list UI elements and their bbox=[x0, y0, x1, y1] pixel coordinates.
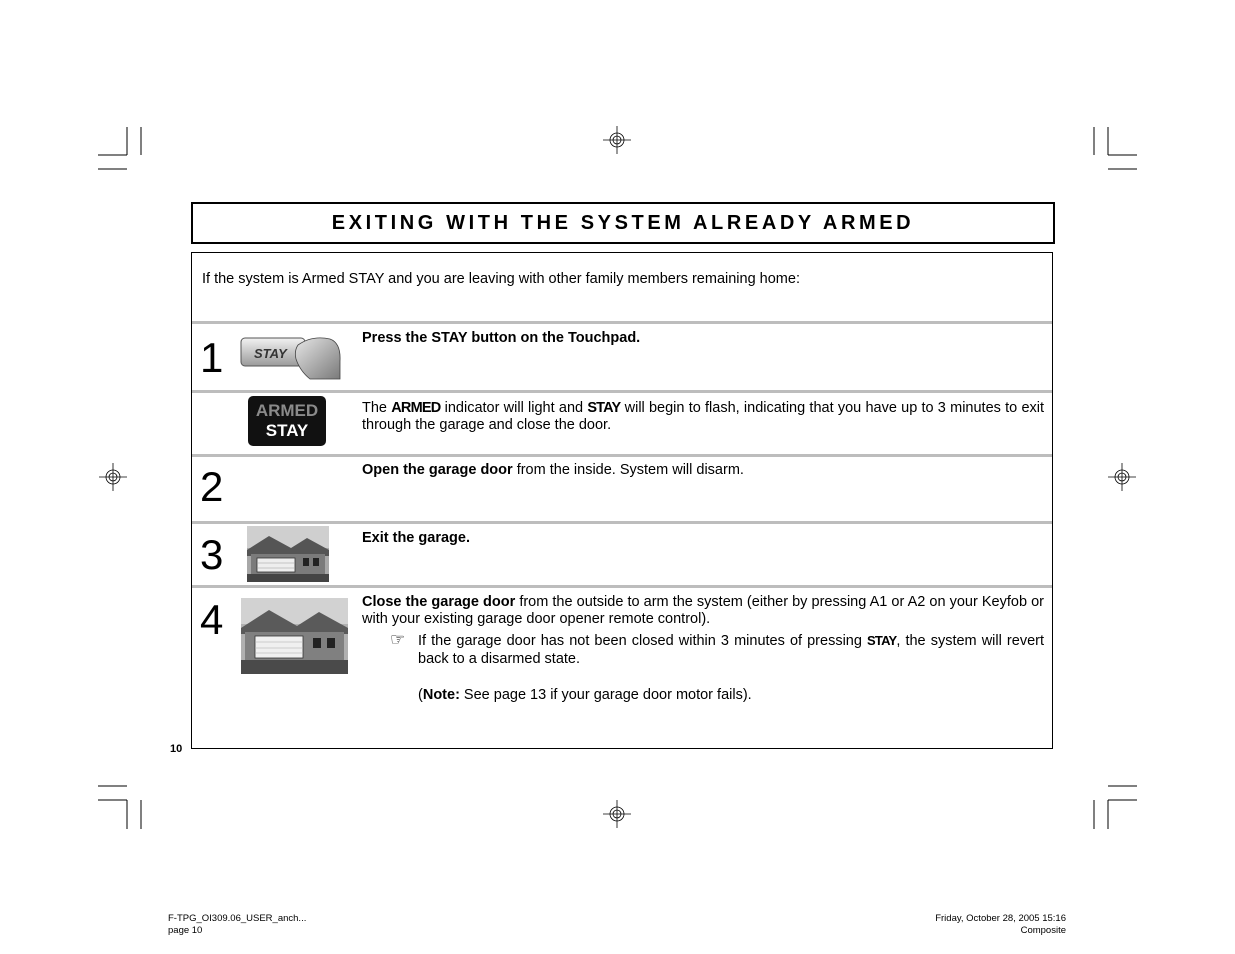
step-2-text bbox=[362, 462, 1044, 479]
stay-keyword: STAY bbox=[587, 400, 621, 416]
text-run: ( bbox=[418, 687, 423, 703]
step-number-4: 4 bbox=[200, 596, 224, 643]
note-label: Note: bbox=[422, 687, 460, 703]
footer-right bbox=[935, 913, 1066, 937]
step-4-bullet bbox=[390, 632, 1044, 668]
note-text: See page 13 if your garage door motor fails). bbox=[459, 687, 752, 703]
text-run: will begin to flash, indicating that you have up to 3 minutes to exit through the garage and close the door. bbox=[362, 400, 1045, 433]
step-2-rest: from the inside. System will disarm. bbox=[512, 462, 744, 478]
step-2-bold: Open the garage door bbox=[362, 462, 513, 478]
step-4-note bbox=[418, 687, 752, 703]
page-number: 10 bbox=[170, 743, 183, 755]
section-title: EXITING WITH THE SYSTEM ALREADY ARMED bbox=[331, 211, 915, 234]
stay-button-label: STAY bbox=[254, 346, 287, 361]
step-number-2: 2 bbox=[200, 463, 224, 510]
step-1-text: Press the STAY button on the Touchpad. bbox=[362, 330, 641, 346]
armed-indicator-label: ARMED bbox=[255, 401, 319, 420]
step-1b-text bbox=[362, 400, 1044, 434]
text-run: If the garage door has not been closed within 3 minutes of pressing bbox=[418, 633, 868, 649]
footer-timestamp: Friday, October 28, 2005 15:16 bbox=[935, 913, 1066, 924]
house-photo-small bbox=[247, 526, 329, 582]
step-3-text: Exit the garage. bbox=[362, 530, 470, 546]
row-divider bbox=[192, 521, 1052, 524]
armed-keyword: ARMED bbox=[391, 400, 441, 416]
armed-stay-indicator bbox=[248, 396, 326, 446]
section-title-box bbox=[191, 202, 1055, 244]
pointing-hand-icon: ☞ bbox=[390, 630, 406, 649]
footer-page: page 10 bbox=[168, 925, 203, 936]
text-run: The bbox=[362, 400, 392, 416]
footer-left bbox=[168, 913, 306, 937]
text-run: , the system will revert back to a disarmed state. bbox=[418, 633, 1044, 667]
footer-filename: F-TPG_OI309.06_USER_anch... bbox=[168, 913, 307, 924]
step-4-text bbox=[362, 594, 1044, 628]
text-run: indicator will light and bbox=[440, 400, 588, 416]
row-divider bbox=[192, 390, 1052, 393]
step-number-1: 1 bbox=[200, 334, 224, 381]
row-divider bbox=[192, 585, 1052, 588]
row-divider bbox=[192, 321, 1052, 324]
finger-press-stay-icon bbox=[240, 335, 342, 381]
row-divider bbox=[192, 454, 1052, 457]
step-4-bold: Close the garage door bbox=[362, 594, 516, 610]
instructions-box bbox=[191, 252, 1053, 749]
house-photo-large bbox=[241, 598, 348, 674]
stay-keyword: STAY bbox=[867, 633, 897, 648]
footer-composite: Composite bbox=[1020, 925, 1066, 936]
step-4-rest: from the outside to arm the system (either by pressing A1 or A2 on your Keyfob or with your existing garage door opener remote control). bbox=[362, 594, 1044, 627]
stay-indicator-label: STAY bbox=[265, 421, 309, 440]
step-number-3: 3 bbox=[200, 531, 224, 578]
intro-text: If the system is Armed STAY and you are leaving with other family members remaining home: bbox=[202, 271, 800, 287]
